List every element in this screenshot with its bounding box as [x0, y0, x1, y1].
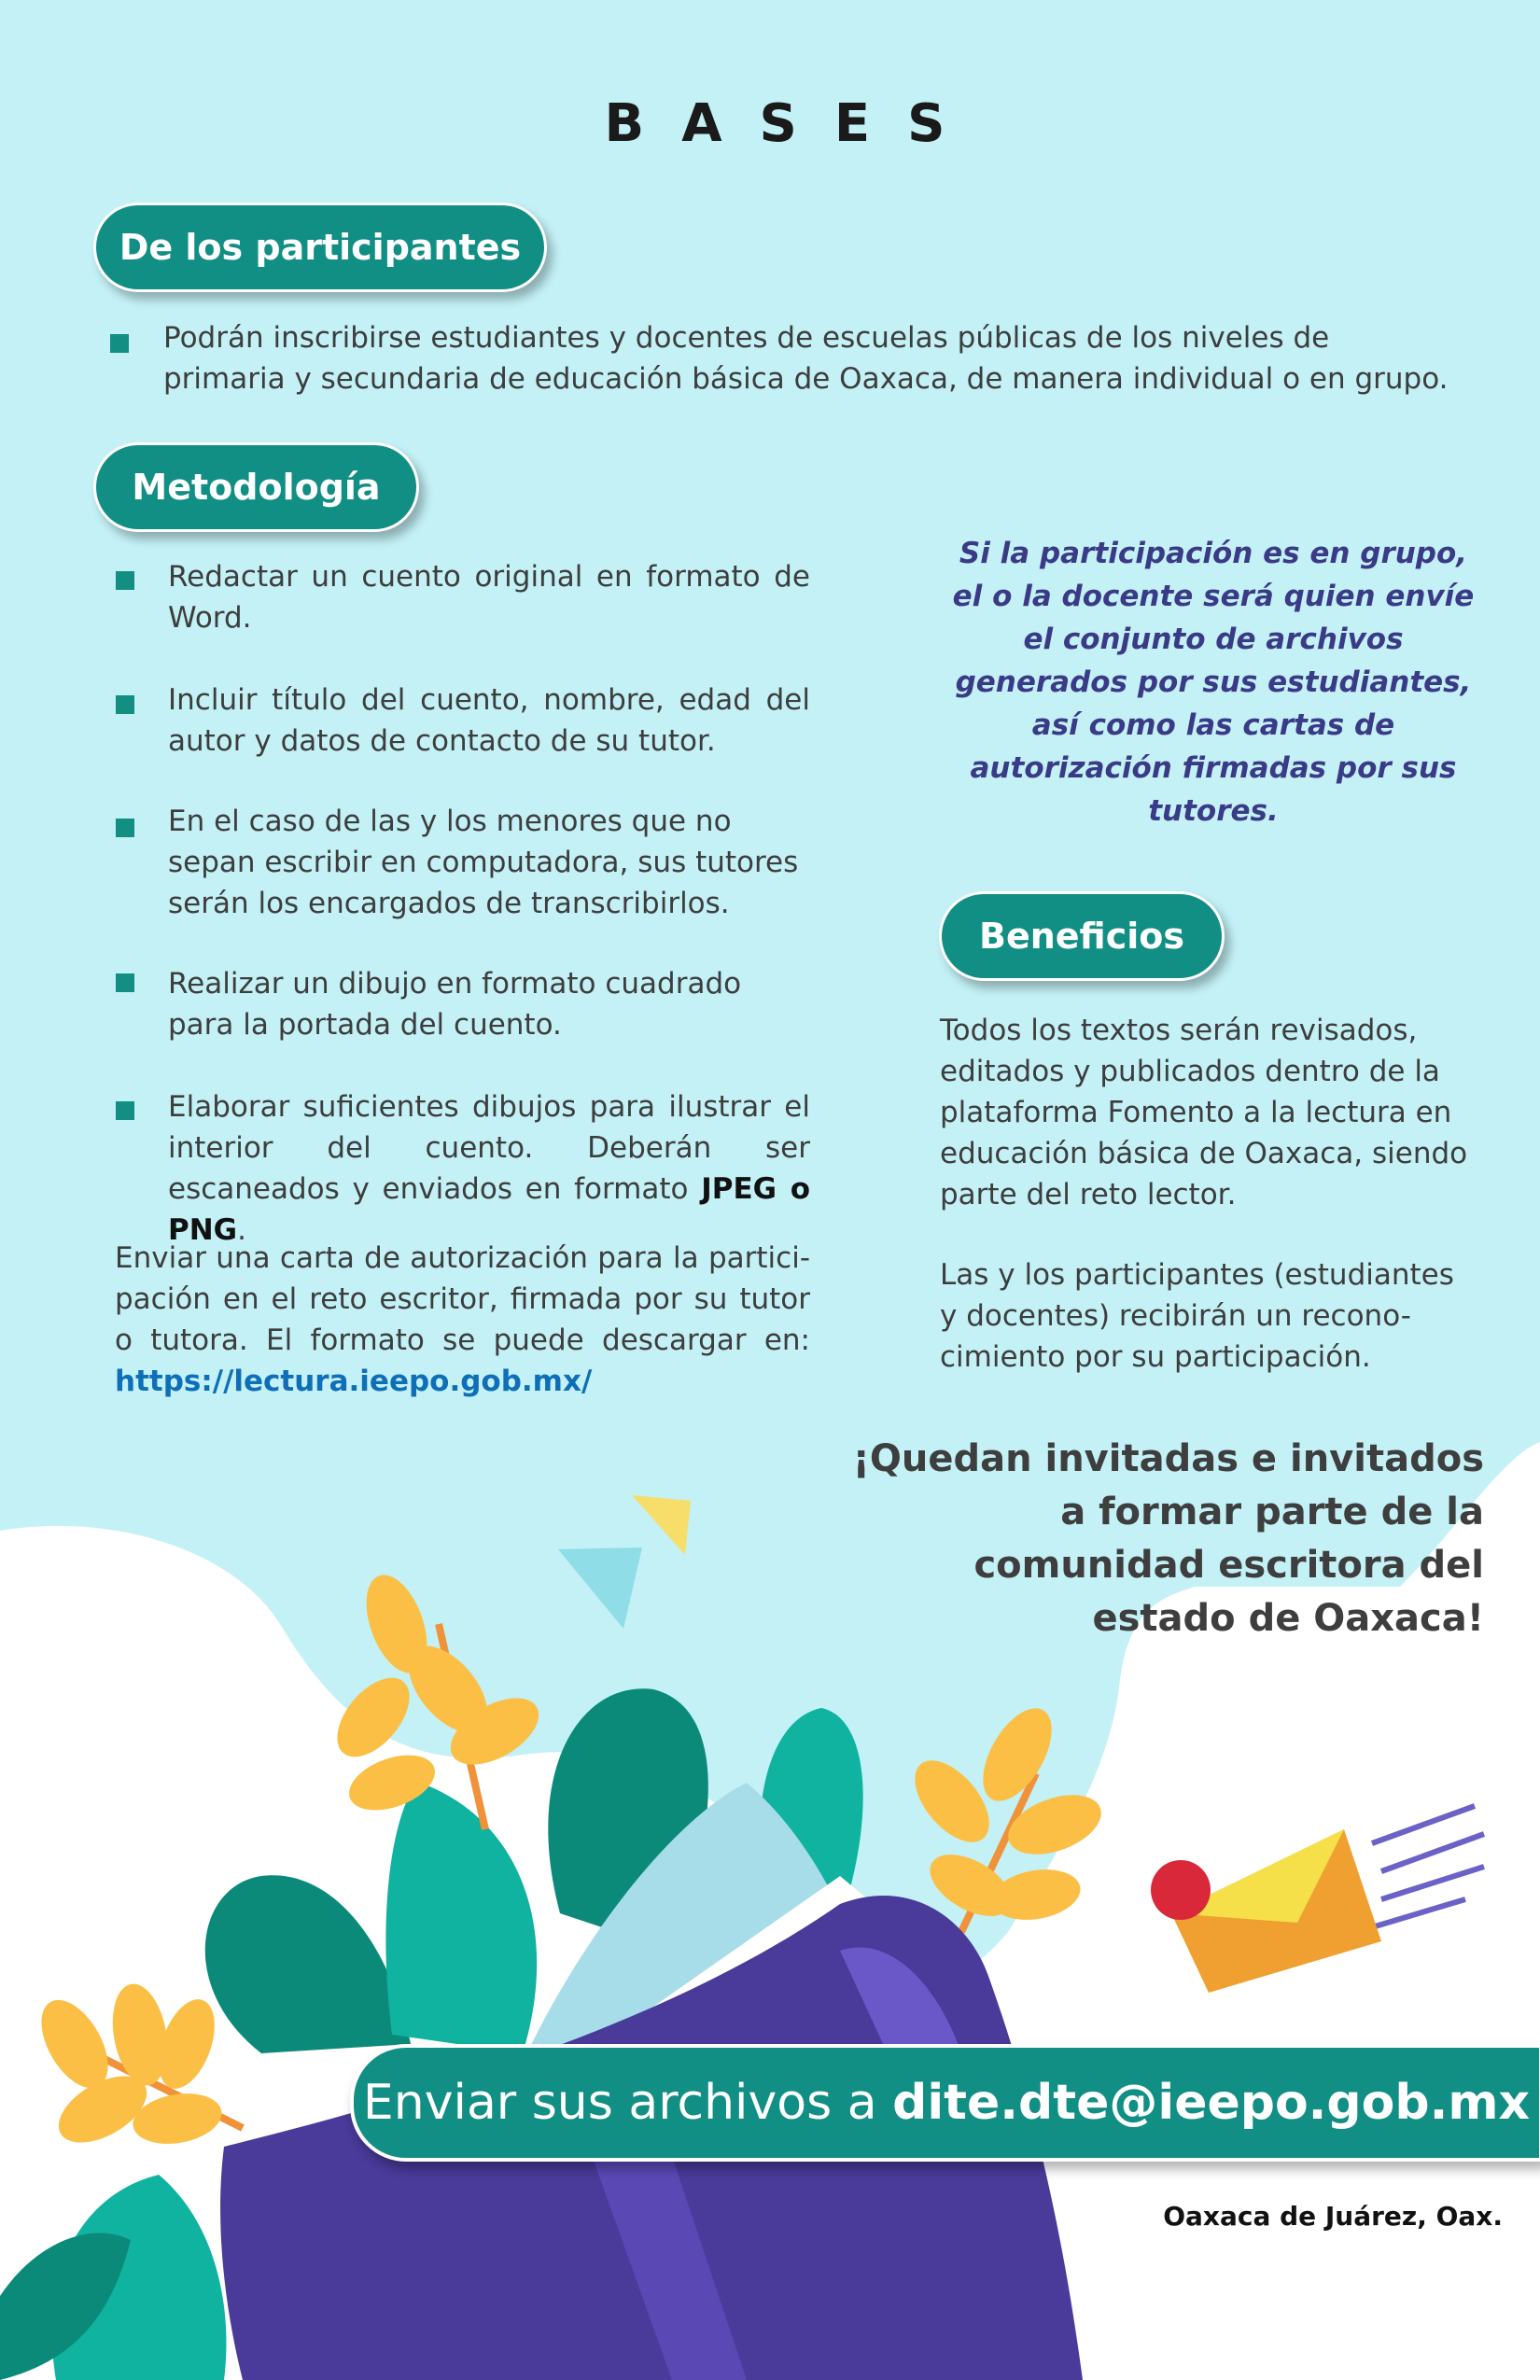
- participants-text: Podrán inscribirse estudiantes y docentes de escuelas públicas de los niveles de primaria y secundaria de educación básica de Oaxaca, de manera individual o en grupo.: [163, 321, 1449, 396]
- contact-email[interactable]: dite.dte@ieepo.gob.mx: [892, 2075, 1531, 2131]
- download-link[interactable]: https://lectura.ieepo.gob.mx/: [115, 1365, 593, 1398]
- authorization-letter: [115, 1238, 810, 1402]
- method-bullet-2: [116, 695, 134, 714]
- methodology-heading: [93, 442, 419, 532]
- benefits-paragraph-2: Las y los participantes (estudiantes y docentes) recibirán un recono-cimiento por su participación.: [940, 1258, 1454, 1374]
- method-item-5-end: .: [237, 1213, 246, 1247]
- page-title: BASES: [604, 93, 983, 154]
- method-bullet-3: [116, 819, 134, 837]
- method-item-1: Redactar un cuento original en formato de Word.: [168, 560, 810, 635]
- group-note: Si la participación es en grupo, el o la docente será quien envíe el conjunto de archivos generados por sus estudiantes, así como las cartas de autorización firmadas por sus tutores.: [952, 537, 1475, 828]
- benefits-heading-label: Beneficios: [978, 916, 1184, 957]
- authorization-letter-text: Enviar una carta de autorización para la partici-pación en el reto escritor, firmada por su tutor o tutora. El formato se puede descargar en:: [115, 1241, 810, 1357]
- methodology-heading-label: Metodología: [132, 467, 381, 508]
- yellow-triangle: [632, 1495, 691, 1555]
- participants-bullet: [110, 334, 129, 353]
- participants-heading: [93, 203, 547, 292]
- method-item-4: Realizar un dibujo en formato cuadrado para la portada del cuento.: [168, 967, 742, 1042]
- method-item-3: En el caso de las y los menores que no sepan escribir en computadora, sus tutores serán los encargados de transcribirlos.: [168, 805, 799, 920]
- method-item-5: [168, 1086, 810, 1251]
- method-item-5-format: JPEG o PNG: [168, 1172, 810, 1247]
- cyan-triangle: [558, 1547, 642, 1629]
- orange-branch-right: [901, 1697, 1109, 1932]
- city-signature: Oaxaca de Juárez, Oax.: [1163, 2201, 1503, 2232]
- benefits-heading: [939, 891, 1225, 981]
- participants-heading-label: De los participantes: [119, 227, 522, 268]
- send-files-banner: [350, 2044, 1540, 2162]
- benefits-paragraph-1: Todos los textos serán revisados, editados y publicados dentro de la plataforma Fomento a la lectura en educación básica de Oaxaca, siendo parte del reto lector.: [940, 1014, 1468, 1211]
- method-item-2: Incluir título del cuento, nombre, edad del autor y datos de contacto de su tutor.: [168, 683, 810, 758]
- send-files-label: Enviar sus archivos a: [362, 2075, 893, 2131]
- invitation-text: ¡Quedan invitadas e invitados a formar parte de la comunidad escritora del estado de Oaxaca!: [852, 1437, 1484, 1640]
- method-bullet-4: [116, 973, 134, 992]
- method-bullet-1: [116, 571, 134, 590]
- method-item-5-text: Elaborar suficientes dibujos para ilustrar el interior del cuento. Deberán ser escaneados y enviados en formato: [168, 1090, 810, 1206]
- method-bullet-5: [116, 1101, 134, 1120]
